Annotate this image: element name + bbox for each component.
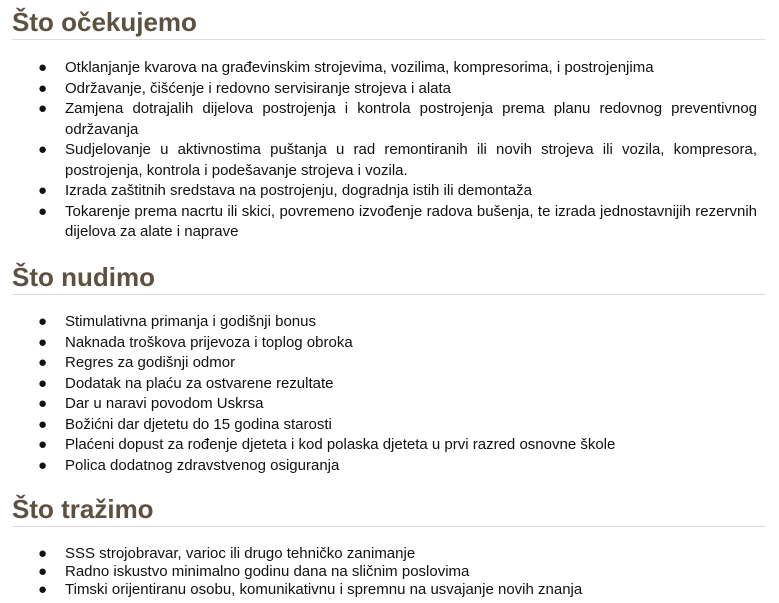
bullet-icon: ● — [38, 59, 48, 76]
bullet-icon: ● — [38, 395, 48, 412]
bullet-icon: ● — [38, 415, 48, 433]
section-heading-offer: Što nudimo — [12, 262, 155, 292]
list-item: ● Dodatak na plaću za ostvarene rezultate — [0, 374, 757, 395]
list-item: ● Stimulativna primanja i godišnji bonus — [0, 312, 757, 333]
section-heading-expectations: Što očekujemo — [12, 7, 197, 37]
bullet-icon: ● — [38, 545, 48, 562]
list-item: ● Božićni dar djetetu do 15 godina starosti — [0, 415, 757, 436]
section-heading-requirements: Što tražimo — [12, 494, 154, 524]
offer-list — [0, 312, 757, 476]
list-item: ● Izrada zaštitnih sredstava na postrojenju, dogradnja istih ili demontaža — [0, 181, 757, 202]
bullet-icon: ● — [38, 374, 48, 392]
list-item: ● SSS strojobravar, varioc ili drugo tehničko zanimanje — [38, 545, 416, 562]
list-item: ● Regres za godišnji odmor — [0, 353, 757, 374]
bullet-icon: ● — [38, 333, 48, 351]
list-item: ● Dar u naravi povodom Uskrsa — [0, 394, 757, 415]
bullet-icon: ● — [38, 563, 48, 580]
requirements-list — [0, 545, 757, 599]
list-item: ● Održavanje, čišćenje i redovno servisiranje strojeva i alata — [0, 79, 757, 100]
list-item: ● Polica dodatnog zdravstvenog osiguranja — [0, 456, 757, 477]
list-item: ● Zamjena dotrajalih dijelova postrojenja i kontrola postrojenja prema planu redovnog preventivnog održavanja — [38, 100, 757, 138]
list-item: ● Tokarenje prema nacrtu ili skici, povremeno izvođenje radova bušenja, te izrada jednostavnijih rezervnih dijelova za alate i naprave — [38, 202, 757, 240]
bullet-icon: ● — [38, 141, 48, 158]
bullet-icon: ● — [38, 313, 48, 330]
list-item: ● Otklanjanje kvarova na građevinskim strojevima, vozilima, kompresorima, i postrojenjima — [0, 58, 757, 79]
list-item: ● Timski orijentiranu osobu, komunikativnu i spremnu na usvajanje novih znanja — [38, 581, 583, 598]
expectations-list — [0, 58, 757, 243]
section-divider — [12, 39, 765, 40]
bullet-icon: ● — [38, 100, 48, 117]
section-divider — [12, 526, 765, 527]
bullet-icon: ● — [38, 182, 48, 199]
section-divider — [12, 294, 765, 295]
bullet-icon: ● — [38, 202, 48, 220]
list-item: ● Plaćeni dopust za rođenje djeteta i kod polaska djeteta u prvi razred osnovne škole — [0, 435, 757, 456]
bullet-icon: ● — [38, 581, 48, 598]
bullet-icon: ● — [38, 79, 48, 97]
list-item: ● Radno iskustvo minimalno godinu dana na sličnim poslovima — [38, 563, 470, 580]
bullet-icon: ● — [38, 456, 48, 474]
list-item: ● Sudjelovanje u aktivnostima puštanja u rad remontiranih ili novih strojeva ili vozila, kompresora, postrojenja, kontrola i podešavanje strojeva i vozila. — [38, 141, 757, 179]
list-item: ● Naknada troškova prijevoza i toplog obroka — [0, 333, 757, 354]
bullet-icon: ● — [38, 354, 48, 371]
bullet-icon: ● — [38, 436, 48, 453]
